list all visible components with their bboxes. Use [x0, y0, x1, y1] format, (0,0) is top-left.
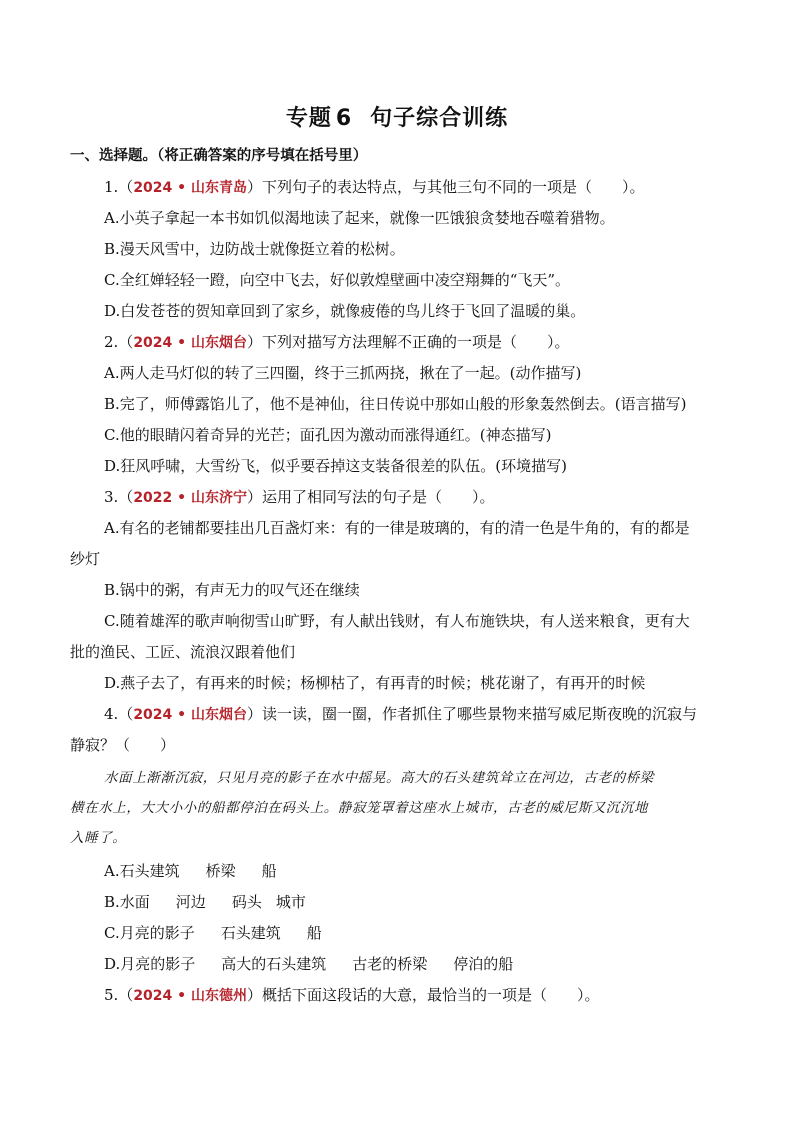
question-3-text: ）运用了相同写法的句子是（ ）。 [246, 488, 495, 506]
question-1-option-c: C.全红婵轻轻一蹬，向空中飞去，好似敦煌壁画中凌空翔舞的“飞天”。 [104, 271, 571, 289]
question-4-stem [104, 704, 697, 725]
question-2-number: 2.（ [104, 333, 134, 351]
question-5-number: 5.（ [104, 986, 134, 1004]
question-1-text: ）下列句子的表达特点，与其他三句不同的一项是（ ）。 [246, 178, 645, 196]
question-1-option-a: A.小英子拿起一本书如饥似渴地读了起来，就像一匹饿狼贪婪地吞噬着猎物。 [104, 209, 615, 227]
question-4-option-d [104, 954, 513, 974]
title-text: 句子综合训练 [370, 106, 509, 131]
question-3-option-b: B.锅中的粥，有声无力的叹气还在继续 [104, 581, 360, 599]
question-2-stem [104, 332, 570, 353]
question-1-option-d: D.白发苍苍的贺知章回到了家乡，就像疲倦的鸟儿终于飞回了温暖的巢。 [104, 302, 586, 320]
option-b-item-4: 城市 [275, 893, 306, 911]
passage-line-3: 入睡了。 [70, 830, 127, 846]
page-title [0, 101, 794, 132]
question-3-number: 3.（ [104, 488, 134, 506]
option-a-item-3: 船 [261, 862, 277, 880]
question-4-option-c [104, 923, 322, 943]
option-d-item-4: 停泊的船 [453, 955, 514, 973]
question-4-source: 2024 • 山东烟台 [133, 707, 247, 723]
passage-line-1: 水面上渐渐沉寂，只见月亮的影子在水中摇晃。高大的石头建筑耸立在河边，古老的桥梁 [104, 770, 654, 786]
question-5-text: ）概括下面这段话的大意，最恰当的一项是（ ）。 [246, 986, 600, 1004]
question-3-option-a-cont: 纱灯 [70, 550, 101, 568]
option-a-item-1: A.石头建筑 [104, 862, 180, 880]
question-2-option-b: B.完了，师傅露馅儿了，他不是神仙，往日传说中那如山般的形象轰然倒去。(语言描写) [104, 395, 687, 413]
question-1-stem [104, 177, 645, 198]
title-prefix: 专题 [285, 106, 332, 131]
option-d-item-3: 古老的桥梁 [352, 955, 428, 973]
question-3-option-c: C.随着雄浑的歌声响彻雪山旷野，有人献出钱财，有人布施铁块，有人送来粮食，更有大 [104, 612, 690, 630]
option-c-item-1: C.月亮的影子 [104, 924, 195, 942]
question-4-number: 4.（ [104, 705, 134, 723]
question-5-stem [104, 985, 600, 1006]
question-5-source: 2024 • 山东德州 [133, 988, 247, 1004]
option-a-item-2: 桥梁 [205, 862, 236, 880]
question-2-option-d: D.狂风呼啸，大雪纷飞，似乎要吞掉这支装备很差的队伍。(环境描写) [104, 457, 567, 475]
question-2-option-c: C.他的眼睛闪着奇异的光芒；面孔因为激动而涨得通红。(神态描写) [104, 426, 552, 444]
question-4-option-b [104, 892, 306, 912]
title-number: 6 [335, 106, 353, 131]
question-1-option-b: B.漫天风雪中，边防战士就像挺立着的松树。 [104, 240, 405, 258]
question-3-option-a: A.有名的老铺都要挂出几百盏灯来：有的一律是玻璃的，有的清一色是牛角的，有的都是 [104, 519, 690, 537]
question-1-source: 2024 • 山东青岛 [133, 180, 247, 196]
question-3-option-d: D.燕子去了，有再来的时候；杨柳枯了，有再青的时候；桃花谢了，有再开的时候 [104, 674, 646, 692]
question-1-number: 1.（ [104, 178, 134, 196]
passage-line-2: 横在水上，大大小小的船都停泊在码头上。静寂笼罩着这座水上城市，古老的威尼斯又沉沉地 [70, 800, 649, 816]
option-b-item-2: 河边 [175, 893, 206, 911]
option-c-item-2: 石头建筑 [220, 924, 281, 942]
option-d-item-2: 高大的石头建筑 [221, 955, 327, 973]
question-4-text: ）读一读，圈一圈，作者抓住了哪些景物来描写威尼斯夜晚的沉寂与 [246, 705, 697, 723]
question-2-source: 2024 • 山东烟台 [133, 335, 247, 351]
question-3-source: 2022 • 山东济宁 [133, 490, 247, 506]
question-4-option-a [104, 861, 277, 881]
question-2-text: ）下列对描写方法理解不正确的一项是（ ）。 [246, 333, 570, 351]
option-c-item-3: 船 [306, 924, 322, 942]
section-heading: 一、选择题。（将正确答案的序号填在括号里） [70, 148, 368, 164]
option-d-item-1: D.月亮的影子 [104, 955, 196, 973]
question-3-stem [104, 487, 495, 508]
question-4-stem-cont: 静寂？（ ） [70, 736, 176, 754]
option-b-item-1: B.水面 [104, 893, 150, 911]
question-3-option-c-cont: 批的渔民、工匠、流浪汉跟着他们 [70, 643, 296, 661]
question-2-option-a: A.两人走马灯似的转了三四圈，终于三抓两挠，揪在了一起。(动作描写) [104, 364, 582, 382]
option-b-item-3: 码头 [231, 893, 262, 911]
